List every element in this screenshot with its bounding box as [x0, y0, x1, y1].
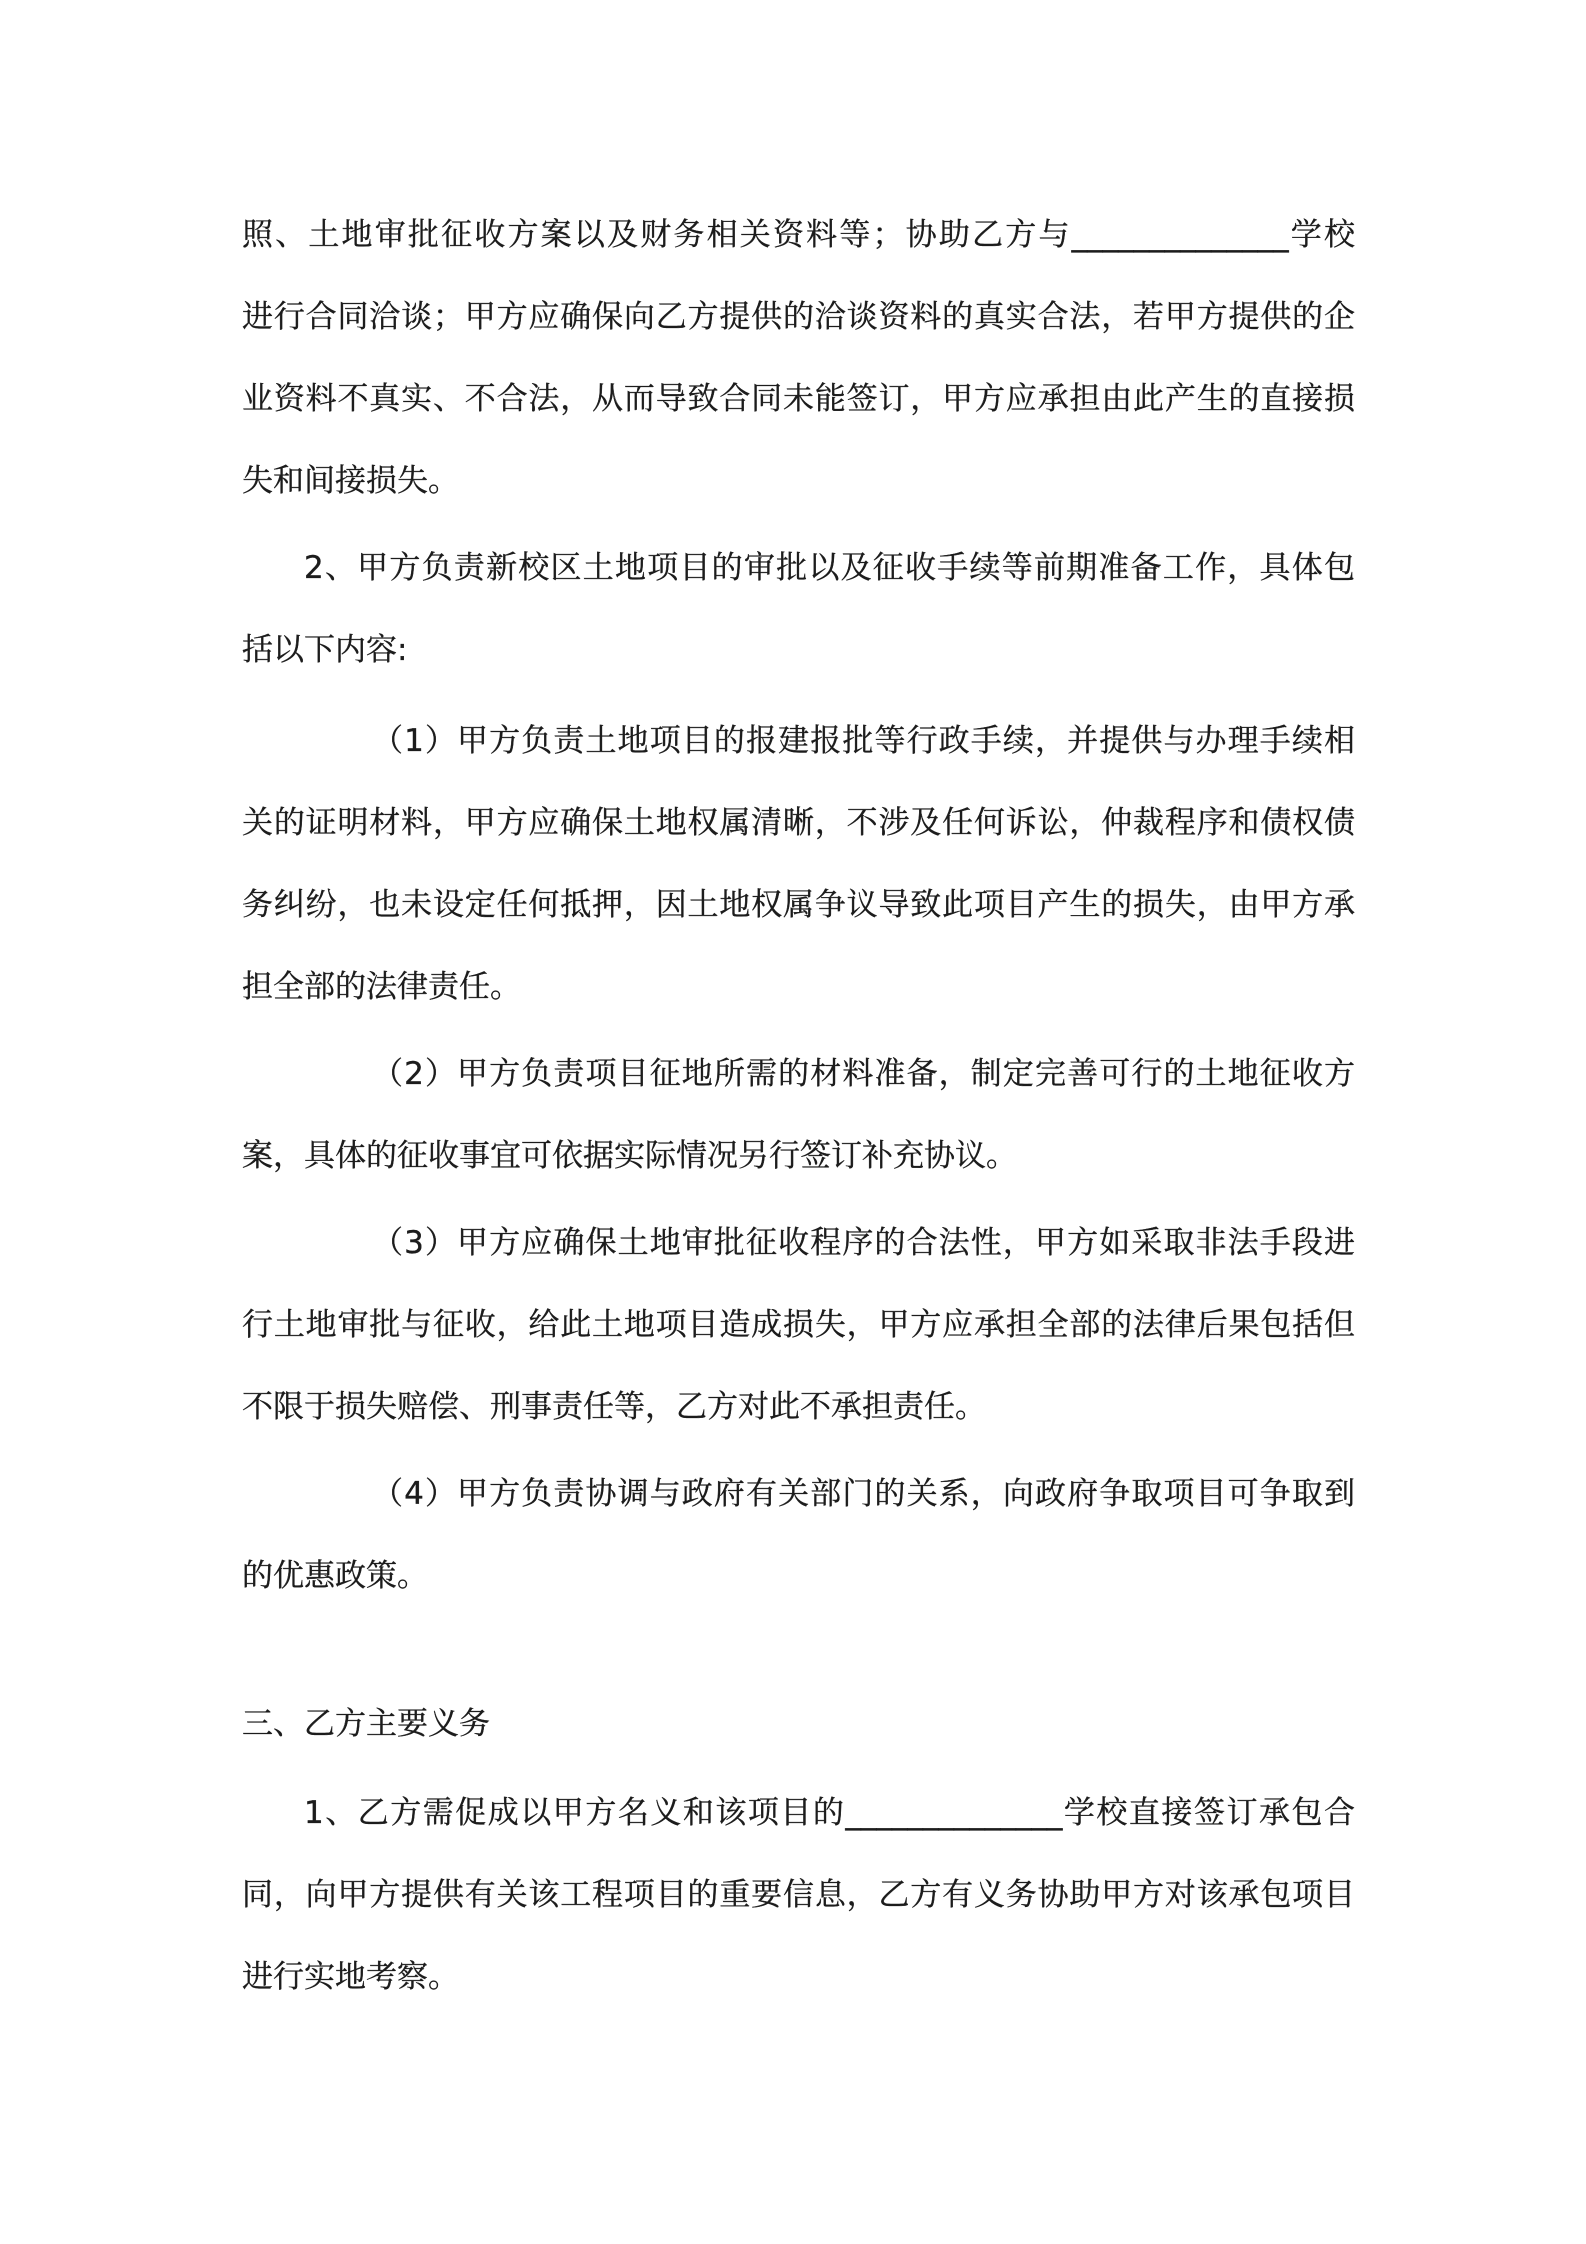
paragraph-line: 括以下内容:	[242, 632, 408, 668]
intro-paragraph	[242, 194, 1355, 522]
section-3-clause-1	[242, 1772, 1355, 2018]
paragraph-line: 案，具体的征收事宜可依据实际情况另行签订补充协议。	[242, 1138, 1017, 1174]
paragraph-line: （1）甲方负责土地项目的报建报批等行政手续，并提供与办理手续相	[372, 723, 1355, 759]
paragraph-line: 进行合同洽谈；甲方应确保向乙方提供的洽谈资料的真实合法，若甲方提供的企	[242, 299, 1355, 335]
paragraph-line: 担全部的法律责任。	[242, 969, 521, 1005]
paragraph-line: （3）甲方应确保土地审批征收程序的合法性，甲方如采取非法手段进	[372, 1225, 1355, 1261]
paragraph-line: 不限于损失赔偿、刑事责任等，乙方对此不承担责任。	[242, 1389, 986, 1425]
paragraph-line: 失和间接损失。	[242, 463, 459, 499]
paragraph-line: 的优惠政策。	[242, 1558, 428, 1594]
clause-2-paragraph	[242, 527, 1355, 691]
paragraph-line: 进行实地考察。	[242, 1959, 459, 1995]
paragraph-line: 2、甲方负责新校区土地项目的审批以及征收手续等前期准备工作，具体包	[304, 550, 1355, 586]
section-3-heading: 三、乙方主要义务	[242, 1706, 490, 1742]
paragraph-line: （2）甲方负责项目征地所需的材料准备，制定完善可行的土地征收方	[372, 1056, 1355, 1092]
clause-2-item-3	[242, 1202, 1355, 1448]
paragraph-line: （4）甲方负责协调与政府有关部门的关系，向政府争取项目可争取到	[372, 1476, 1355, 1512]
paragraph-line: 务纠纷，也未设定任何抵押，因土地权属争议导致此项目产生的损失，由甲方承	[242, 887, 1355, 923]
paragraph-line: 同，向甲方提供有关该工程项目的重要信息，乙方有义务协助甲方对该承包项目	[242, 1877, 1355, 1913]
paragraph-line: 业资料不真实、不合法，从而导致合同未能签订，甲方应承担由此产生的直接损	[242, 381, 1355, 417]
paragraph-line: 1、乙方需促成以甲方名义和该项目的______________学校直接签订承包合	[304, 1795, 1355, 1831]
paragraph-line: 行土地审批与征收，给此土地项目造成损失，甲方应承担全部的法律后果包括但	[242, 1307, 1355, 1343]
clause-2-item-2	[242, 1033, 1355, 1197]
clause-2-item-1	[242, 700, 1355, 1028]
clause-2-item-4	[242, 1453, 1355, 1617]
paragraph-line: 照、土地审批征收方案以及财务相关资料等；协助乙方与______________学校	[242, 217, 1355, 253]
paragraph-line: 关的证明材料，甲方应确保土地权属清晰，不涉及任何诉讼，仲裁程序和债权债	[242, 805, 1355, 841]
